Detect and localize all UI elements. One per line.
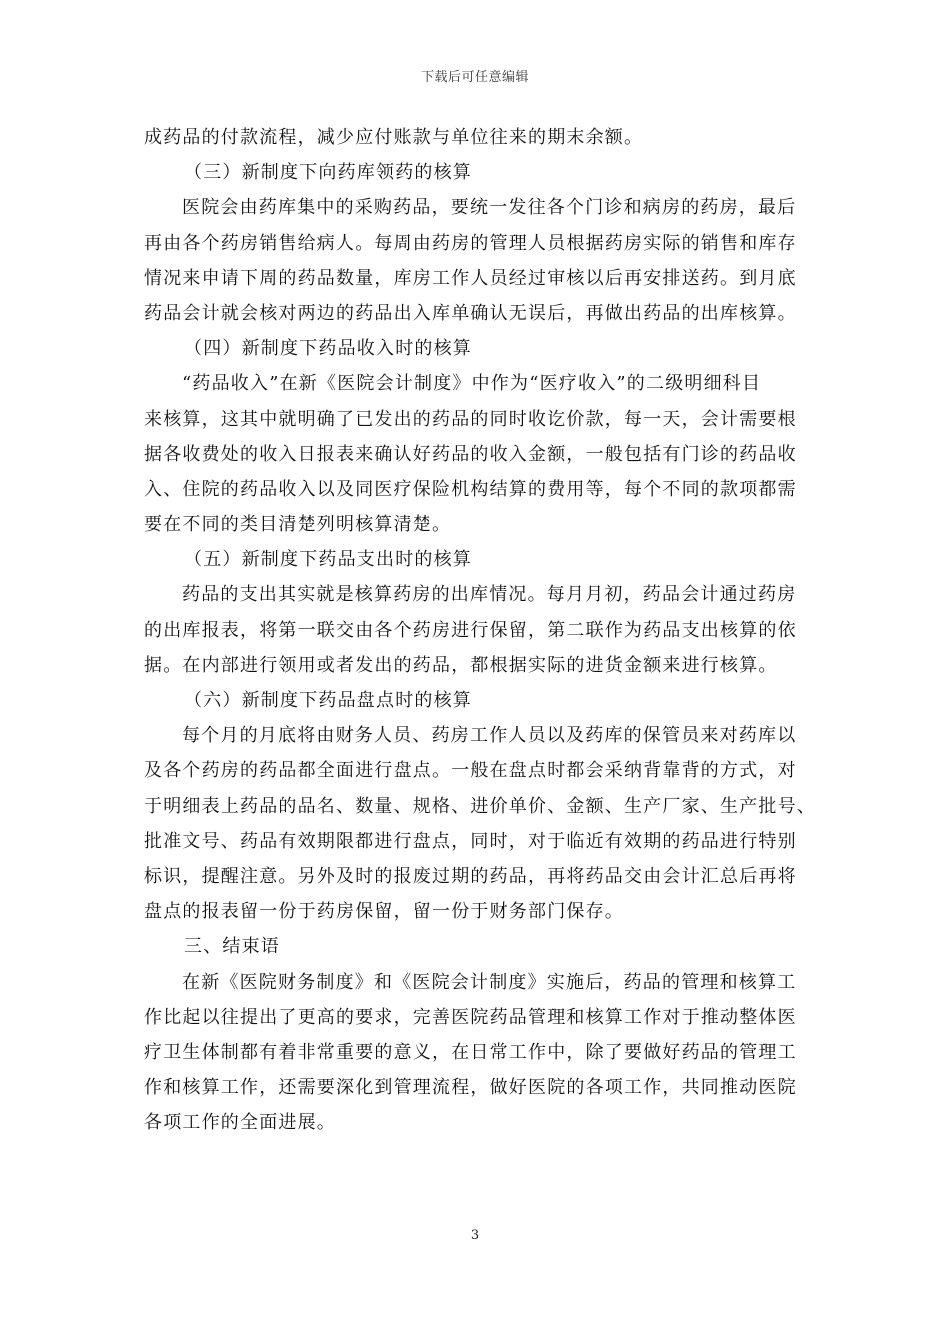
paragraph-line: 疗卫生体制都有着非常重要的意义，在日常工作中，除了要做好药品的管理工 <box>144 1041 797 1063</box>
paragraph-line: 标识，提醒注意。另外及时的报废过期的药品，再将药品交由会计汇总后再将 <box>144 865 797 887</box>
paragraph-line: 情况来申请下周的药品数量，库房工作人员经过审核以后再安排送药。到月底 <box>144 267 797 289</box>
section-heading: （四）新制度下药品收入时的核算 <box>184 338 472 360</box>
paragraph-line: 的出库报表，将第一联交由各个药房进行保留，第二联作为药品支出核算的依 <box>144 619 797 641</box>
paragraph-line: 入、住院的药品收入以及同医疗保险机构结算的费用等，每个不同的款项都需 <box>144 478 797 500</box>
paragraph-line: 医院会由药库集中的采购药品，要统一发往各个门诊和病房的药房，最后 <box>182 197 797 219</box>
paragraph-line: 每个月的月底将由财务人员、药房工作人员以及药库的保管员来对药库以 <box>182 725 797 747</box>
section-heading: （五）新制度下药品支出时的核算 <box>184 549 472 571</box>
paragraph-line: 要在不同的类目清楚列明核算清楚。 <box>144 514 452 536</box>
paragraph-line: 药品的支出其实就是核算药房的出库情况。每月月初，药品会计通过药房 <box>182 584 797 606</box>
paragraph-line: 成药品的付款流程，减少应付账款与单位往来的期末余额。 <box>144 127 644 148</box>
page-number: 3 <box>470 1228 480 1243</box>
paragraph-line: 据各收费处的收入日报表来确认好药品的收入金额，一般包括有门诊的药品收 <box>144 443 797 465</box>
paragraph-line: 批准文号、药品有效期限都进行盘点，同时，对于临近有效期的药品进行特别 <box>144 830 797 852</box>
body-text <box>144 120 820 1140</box>
paragraph-line: “药品收入”在新《医院会计制度》中作为“医疗收入”的二级明细科目 <box>182 373 762 395</box>
section-heading: （三）新制度下向药库领药的核算 <box>184 162 472 184</box>
paragraph-line: 及各个药房的药品都全面进行盘点。一般在盘点时都会采纳背靠背的方式，对 <box>144 760 797 782</box>
paragraph-line: 盘点的报表留一份于药房保留，留一份于财务部门保存。 <box>144 901 624 923</box>
paragraph-line: 作和核算工作，还需要深化到管理流程，做好医院的各项工作，共同推动医院 <box>144 1077 797 1099</box>
paragraph-line: 来核算，这其中就明确了已发出的药品的同时收讫价款，每一天，会计需要根 <box>144 408 797 430</box>
page-header: 下载后可任意编辑 <box>420 70 529 85</box>
section-heading: （六）新制度下药品盘点时的核算 <box>184 690 472 711</box>
paragraph-line: 再由各个药房销售给病人。每周由药房的管理人员根据药房实际的销售和库存 <box>144 232 797 254</box>
paragraph-line: 药品会计就会核对两边的药品出入库单确认无误后，再做出药品的出库核算。 <box>144 302 797 324</box>
section-heading: 三、结束语 <box>184 936 280 958</box>
paragraph-line: 据。在内部进行领用或者发出的药品，都根据实际的进货金额来进行核算。 <box>144 654 778 676</box>
paragraph-line: 各项工作的全面进展。 <box>144 1112 336 1134</box>
paragraph-line: 在新《医院财务制度》和《医院会计制度》实施后，药品的管理和核算工 <box>182 971 797 993</box>
paragraph-line: 于明细表上药品的品名、数量、规格、进价单价、金额、生产厂家、生产批号、 <box>144 795 816 817</box>
paragraph-line: 作比起以往提出了更高的要求，完善医院药品管理和核算工作对于推动整体医 <box>144 1006 797 1028</box>
